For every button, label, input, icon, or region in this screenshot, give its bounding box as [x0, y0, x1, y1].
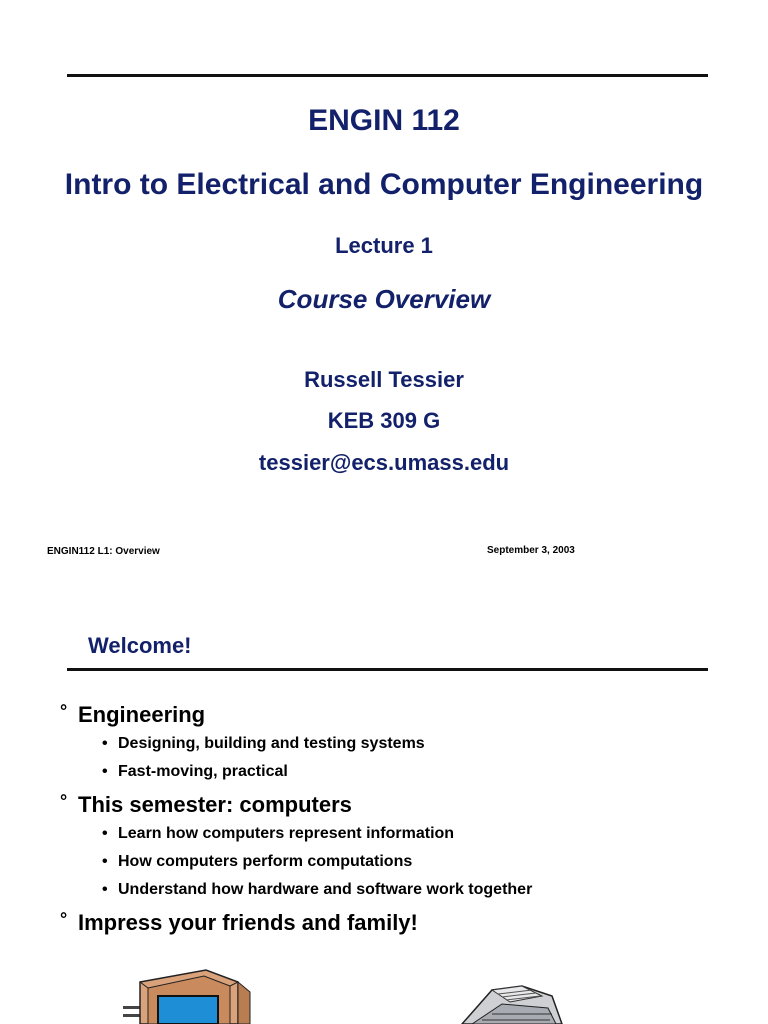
sub-bullet-mark: •	[102, 853, 108, 870]
office-location: KEB 309 G	[327, 408, 441, 433]
slide-footer-date: September 3, 2003	[487, 545, 575, 556]
bullet-text: Impress your friends and family!	[78, 910, 418, 935]
slide-footer-label: ENGIN112 L1: Overview	[47, 546, 160, 557]
sub-bullet-mark: •	[102, 763, 108, 780]
sub-bullet-mark: •	[102, 881, 108, 898]
course-title: Intro to Electrical and Computer Engineering	[64, 168, 704, 201]
sub-bullet-item	[60, 848, 740, 876]
bullet-item	[60, 700, 740, 730]
sub-bullet-text: Designing, building and testing systems	[118, 735, 425, 752]
instructor-name: Russell Tessier	[304, 367, 464, 392]
sub-bullet-text: Understand how hardware and software work together	[118, 881, 533, 898]
computer-clipart	[118, 962, 253, 1024]
sub-bullet-mark: •	[102, 825, 108, 842]
sub-bullet-text: Learn how computers represent information	[118, 825, 455, 842]
bullet-mark: °	[60, 701, 68, 721]
sub-bullet-item	[60, 730, 740, 758]
bullet-list	[60, 696, 740, 938]
sub-bullet-mark: •	[102, 735, 108, 752]
bullet-text: This semester: computers	[78, 792, 352, 817]
bullet-text: Engineering	[78, 702, 206, 727]
course-code: ENGIN 112	[308, 104, 460, 137]
bullet-item	[60, 908, 740, 938]
sub-bullet-text: How computers perform computations	[118, 853, 413, 870]
sub-bullet-text: Fast-moving, practical	[118, 763, 288, 780]
sub-bullet-item	[60, 820, 740, 848]
instructor-email: tessier@ecs.umass.edu	[258, 450, 510, 475]
lecture-topic: Course Overview	[277, 284, 491, 314]
sub-bullet-item	[60, 758, 740, 786]
sub-bullet-item	[60, 876, 740, 904]
slide-heading: Welcome!	[88, 633, 192, 658]
bullet-mark: °	[60, 909, 68, 929]
printer-clipart	[452, 984, 582, 1024]
title-rule	[67, 74, 708, 77]
lecture-number: Lecture 1	[335, 233, 433, 258]
heading-rule	[67, 668, 708, 671]
bullet-item	[60, 790, 740, 820]
bullet-mark: °	[60, 791, 68, 811]
